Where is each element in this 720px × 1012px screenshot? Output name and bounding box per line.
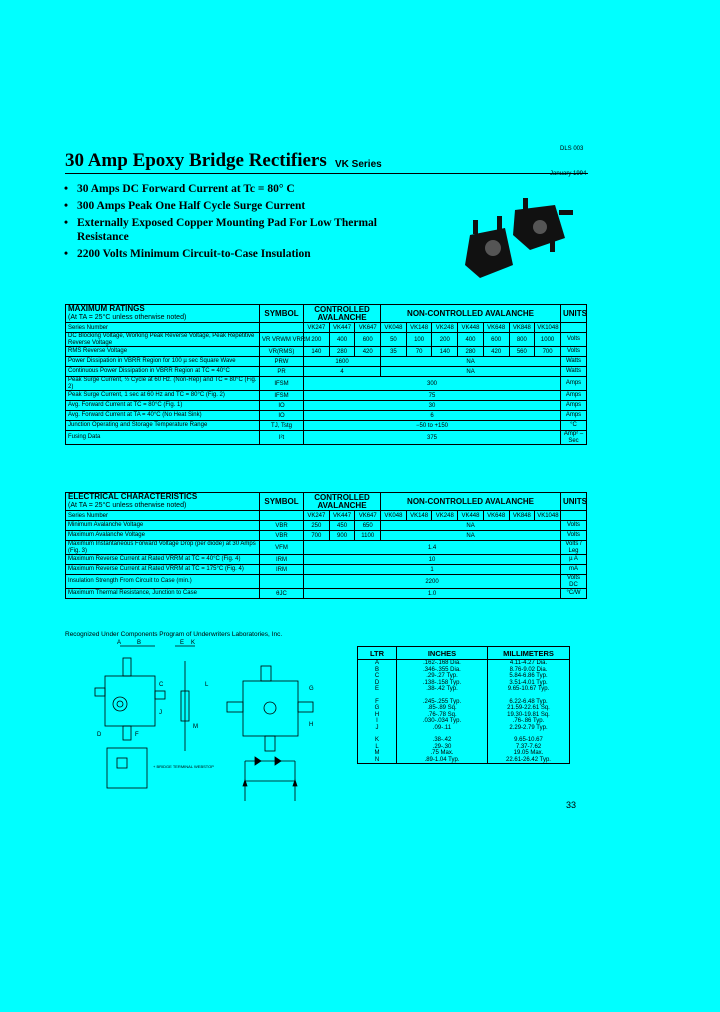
dimension-cell: 3.51-4.01 Typ.	[488, 680, 570, 687]
value: 1100	[355, 531, 381, 541]
dimension-cell: F	[358, 699, 397, 706]
symbol: VR VRWM VRRM	[260, 333, 304, 347]
svg-text:J: J	[159, 710, 162, 716]
dimension-cell: .245-.255 Typ.	[397, 699, 488, 706]
bridge-schematic	[243, 757, 297, 801]
dimension-cell: 9.65-10.67 Typ.	[488, 686, 570, 693]
table-row	[66, 411, 587, 421]
table-row	[66, 401, 587, 411]
parameter-label: Maximum Thermal Resistance, Junction to Case	[66, 589, 260, 599]
value: 1.4	[304, 541, 561, 555]
value: 600	[355, 333, 381, 347]
table-row	[66, 357, 587, 367]
terminal-note: + BRIDGE TERMINAL WEBSTOP	[153, 764, 214, 769]
dimension-cell: B	[358, 667, 397, 674]
symbol: PR	[260, 367, 304, 377]
value: 900	[329, 531, 355, 541]
unit: Amp² – Sec	[561, 431, 587, 445]
parameter-label: Power Dissipation in VBRR Region for 100 µ sec Square Wave	[66, 357, 260, 367]
value: 75	[304, 391, 561, 401]
units-header: UNITS	[561, 493, 587, 511]
value: 400	[458, 333, 484, 347]
unit: Watts	[561, 357, 587, 367]
table-row	[66, 333, 587, 347]
dimension-cell: I	[358, 718, 397, 725]
dimension-cell: .09-.11	[397, 725, 488, 732]
unit: mA	[561, 565, 587, 575]
series-number: VK148	[406, 511, 432, 521]
document-date: January 1994	[550, 171, 587, 177]
symbol: IO	[260, 411, 304, 421]
dimension-cell: A	[358, 660, 397, 667]
dimension-cell: .38-.42	[397, 737, 488, 744]
svg-text:L: L	[205, 682, 209, 688]
dimension-cell: .030-.034 Typ.	[397, 718, 488, 725]
table-cell	[260, 323, 304, 333]
symbol: IFSM	[260, 391, 304, 401]
parameter-label: RMS Reverse Voltage	[66, 347, 260, 357]
package-outline-drawing	[95, 636, 350, 806]
table-row	[66, 377, 587, 391]
dimension-cell: M	[358, 750, 397, 757]
symbol: IFSM	[260, 377, 304, 391]
table-row	[66, 521, 587, 531]
dimension-cell: K	[358, 737, 397, 744]
value: NA	[381, 521, 561, 531]
svg-text:A: A	[117, 640, 122, 646]
parameter-label: Avg. Forward Current at TA = 40°C (No Heat Sink)	[66, 411, 260, 421]
symbol: IO	[260, 401, 304, 411]
dimension-cell: .38-.42 Typ.	[397, 686, 488, 693]
table-row	[66, 391, 587, 401]
table-row	[66, 565, 587, 575]
noncontrolled-avalanche-header: NON-CONTROLLED AVALANCHE	[381, 493, 561, 511]
table-cell	[260, 511, 304, 521]
value: 2200	[304, 575, 561, 589]
value: 70	[406, 347, 432, 357]
value: 650	[355, 521, 381, 531]
value: 420	[483, 347, 509, 357]
svg-text:G: G	[309, 686, 314, 692]
controlled-avalanche-header: CONTROLLED AVALANCHE	[304, 493, 381, 511]
dimension-cell: C	[358, 673, 397, 680]
value: NA	[381, 367, 561, 377]
table-row	[66, 347, 587, 357]
parameter-label: Maximum Reverse Current at Rated VRRM at TC = 40°C (Fig. 4)	[66, 555, 260, 565]
page-number: 33	[566, 800, 577, 810]
series-number: VK647	[355, 511, 381, 521]
svg-text:M: M	[193, 724, 198, 730]
value: 700	[304, 531, 330, 541]
table-row	[66, 541, 587, 555]
symbol: TJ, Tstg	[260, 421, 304, 431]
dimension-cell: H	[358, 712, 397, 719]
value: 100	[406, 333, 432, 347]
value: 560	[509, 347, 535, 357]
dimension-cell: 6.22-6.48 Typ.	[488, 699, 570, 706]
maximum-ratings-table	[65, 304, 587, 445]
document-code: DLS 003	[560, 146, 584, 152]
symbol-header: SYMBOL	[260, 493, 304, 511]
value: 250	[304, 521, 330, 531]
dimension-cell: .76-.78 Sq.	[397, 712, 488, 719]
value: −50 to +150	[304, 421, 561, 431]
elec-char-header: ELECTRICAL CHARACTERISTICS (At TA = 25°C unless otherwise noted)	[66, 493, 260, 511]
svg-text:K: K	[191, 640, 196, 646]
dimension-cell: .85-.89 Sq.	[397, 705, 488, 712]
table-row	[66, 531, 587, 541]
product-photo	[435, 190, 595, 290]
series-number: VK048	[381, 323, 407, 333]
dimensions-table	[357, 646, 570, 764]
series-number: VK048	[381, 511, 407, 521]
dimension-cell: 19.30-19.81 Sq.	[488, 712, 570, 719]
value: 300	[304, 377, 561, 391]
dimension-cell: 9.65-10.67	[488, 737, 570, 744]
svg-text:D: D	[97, 732, 102, 738]
unit: Volts	[561, 521, 587, 531]
parameter-label: DC Blocking Voltage, Working Peak Reverse Voltage, Peak Repetitive Reverse Voltage	[66, 333, 260, 347]
value: 30	[304, 401, 561, 411]
unit: Amps	[561, 401, 587, 411]
parameter-label: Continuous Power Dissipation in VBRR Region at TC = 40°C	[66, 367, 260, 377]
series-row	[66, 323, 587, 333]
symbol: I²t	[260, 431, 304, 445]
unit: Volts	[561, 333, 587, 347]
parameter-label: Maximum Instantaneous Forward Voltage Drop (per diode) at 30 Amps (Fig. 3)	[66, 541, 260, 555]
noncontrolled-avalanche-header: NON-CONTROLLED AVALANCHE	[381, 305, 561, 323]
dimension-cell: .29-.27 Typ.	[397, 673, 488, 680]
parameter-label: Junction Operating and Storage Temperature Range	[66, 421, 260, 431]
dimension-cell: .76-.86 Typ.	[488, 718, 570, 725]
value: 10	[304, 555, 561, 565]
units-header: UNITS	[561, 305, 587, 323]
dimension-row	[358, 660, 570, 667]
parameter-label: Insulation Strength From Circuit to Case (min.)	[66, 575, 260, 589]
series-number: VK447	[329, 511, 355, 521]
value: 140	[304, 347, 330, 357]
feature-item: • 30 Amps DC Forward Current at Tc = 80° C	[64, 183, 295, 195]
value: 450	[329, 521, 355, 531]
dimension-cell: D	[358, 680, 397, 687]
unit: Volts / Leg	[561, 541, 587, 555]
value: NA	[381, 357, 561, 367]
svg-text:C: C	[159, 682, 164, 688]
series-label: Series Number	[66, 511, 260, 521]
series-number: VK447	[329, 323, 355, 333]
ul-recognition-note: Recognized Under Components Program of Underwriters Laboratories, Inc.	[65, 631, 283, 638]
feature-item: • 2200 Volts Minimum Circuit-to-Case Insulation	[64, 247, 311, 260]
series-label: Series Number	[66, 323, 260, 333]
table-row	[66, 555, 587, 565]
svg-text:H: H	[309, 722, 314, 728]
value: 4	[304, 367, 381, 377]
feature-list	[64, 183, 394, 265]
millimeters-header: MILLIMETERS	[488, 647, 570, 660]
series-number: VK848	[509, 511, 535, 521]
dimension-cell: .138-.158 Typ.	[397, 680, 488, 687]
dimension-cell: N	[358, 757, 397, 764]
table-row	[66, 589, 587, 599]
table-row	[66, 421, 587, 431]
unit: Volts	[561, 531, 587, 541]
symbol: PRW	[260, 357, 304, 367]
dimension-cell: 4.11-4.27 Dia.	[488, 660, 570, 667]
dimension-cell: 7.37-7.62	[488, 744, 570, 751]
value: 1.0	[304, 589, 561, 599]
unit: °C/W	[561, 589, 587, 599]
table-cell	[561, 511, 587, 521]
feature-item: • Externally Exposed Copper Mounting Pad For Low Thermal Resistance	[64, 217, 377, 243]
table-cell	[561, 323, 587, 333]
electrical-characteristics-table	[65, 492, 587, 599]
svg-text:B: B	[137, 640, 142, 646]
value: 600	[483, 333, 509, 347]
controlled-avalanche-header: CONTROLLED AVALANCHE	[304, 305, 381, 323]
unit: Watts	[561, 367, 587, 377]
value: 6	[304, 411, 561, 421]
inches-header: INCHES	[397, 647, 488, 660]
dimension-cell: 2.29-2.79 Typ.	[488, 725, 570, 732]
value: 400	[329, 333, 355, 347]
value: 1600	[304, 357, 381, 367]
rectifier-device-left	[465, 216, 513, 278]
unit: °C	[561, 421, 587, 431]
value: 35	[381, 347, 407, 357]
parameter-label: Peak Surge Current, 1 sec at 60 Hz and TC = 80°C (Fig. 2)	[66, 391, 260, 401]
series-row	[66, 511, 587, 521]
series-number: VK1048	[535, 511, 561, 521]
value: 1	[304, 565, 561, 575]
series-number: VK848	[509, 323, 535, 333]
table-row	[66, 431, 587, 445]
series-number: VK247	[304, 511, 330, 521]
value: 50	[381, 333, 407, 347]
dimension-cell: J	[358, 725, 397, 732]
value: 700	[535, 347, 561, 357]
dimension-cell: .75 Max.	[397, 750, 488, 757]
value: 280	[329, 347, 355, 357]
dimension-cell: 22.61-26.42 Typ.	[488, 757, 570, 764]
parameter-label: Fusing Data	[66, 431, 260, 445]
series-number: VK448	[458, 511, 484, 521]
dimension-row	[358, 757, 570, 764]
dimension-cell: E	[358, 686, 397, 693]
series-number: VK648	[483, 323, 509, 333]
dimension-cell: G	[358, 705, 397, 712]
dimension-cell: .29-.30	[397, 744, 488, 751]
symbol: VFM	[260, 541, 304, 555]
series-number: VK448	[458, 323, 484, 333]
symbol	[260, 575, 304, 589]
series-number: VK647	[355, 323, 381, 333]
value: 1000	[535, 333, 561, 347]
series-number: VK1048	[535, 323, 561, 333]
series-number: VK247	[304, 323, 330, 333]
parameter-label: Maximum Reverse Current at Rated VRRM at TC = 175°C (Fig. 4)	[66, 565, 260, 575]
value: 200	[304, 333, 330, 347]
svg-text:E: E	[180, 640, 185, 646]
unit: Amps	[561, 411, 587, 421]
value: NA	[381, 531, 561, 541]
series-number: VK648	[483, 511, 509, 521]
symbol: VBR	[260, 531, 304, 541]
value: 200	[432, 333, 458, 347]
symbol: VBR	[260, 521, 304, 531]
unit: µ A	[561, 555, 587, 565]
unit: Amps	[561, 391, 587, 401]
dimension-cell: 21.59-22.61 Sq.	[488, 705, 570, 712]
symbol-header: SYMBOL	[260, 305, 304, 323]
symbol: IRM	[260, 565, 304, 575]
parameter-label: Maximum Avalanche Voltage	[66, 531, 260, 541]
symbol: θJC	[260, 589, 304, 599]
dimension-cell: 8.76-9.02 Dia.	[488, 667, 570, 674]
series-number: VK248	[432, 511, 458, 521]
series-name: VK Series	[335, 159, 382, 170]
value: 800	[509, 333, 535, 347]
series-number: VK248	[432, 323, 458, 333]
value: 280	[458, 347, 484, 357]
dimension-cell: 5.84-6.86 Typ.	[488, 673, 570, 680]
value: 375	[304, 431, 561, 445]
feature-item: • 300 Amps Peak One Half Cycle Surge Current	[64, 200, 306, 213]
dimension-cell: L	[358, 744, 397, 751]
dimension-cell: .346-.355 Dia.	[397, 667, 488, 674]
dimension-cell: .162-.168 Dia.	[397, 660, 488, 667]
rectifier-device-right	[513, 198, 573, 252]
max-ratings-header: MAXIMUM RATINGS (At TA = 25°C unless otherwise noted)	[66, 305, 260, 323]
page-title: 30 Amp Epoxy Bridge Rectifiers	[65, 150, 327, 171]
parameter-label: Minimum Avalanche Voltage	[66, 521, 260, 531]
symbol: VR(RMS)	[260, 347, 304, 357]
unit: Volts	[561, 347, 587, 357]
ltr-header: LTR	[358, 647, 397, 660]
svg-text:F: F	[135, 732, 139, 738]
parameter-label: Avg. Forward Current at TC = 80°C (Fig. 1)	[66, 401, 260, 411]
value: 420	[355, 347, 381, 357]
title-rule	[65, 173, 588, 174]
symbol: IRM	[260, 555, 304, 565]
parameter-label: Peak Surge Current, ½ Cycle at 60 Hz. (Non-Rep) and TC = 80°C (Fig. 2)	[66, 377, 260, 391]
unit: Amps	[561, 377, 587, 391]
table-row	[66, 575, 587, 589]
value: 140	[432, 347, 458, 357]
unit: Volts DC	[561, 575, 587, 589]
dimension-cell: .89-1.04 Typ.	[397, 757, 488, 764]
series-number: VK148	[406, 323, 432, 333]
table-row	[66, 367, 587, 377]
dimension-cell: 19.05 Max.	[488, 750, 570, 757]
